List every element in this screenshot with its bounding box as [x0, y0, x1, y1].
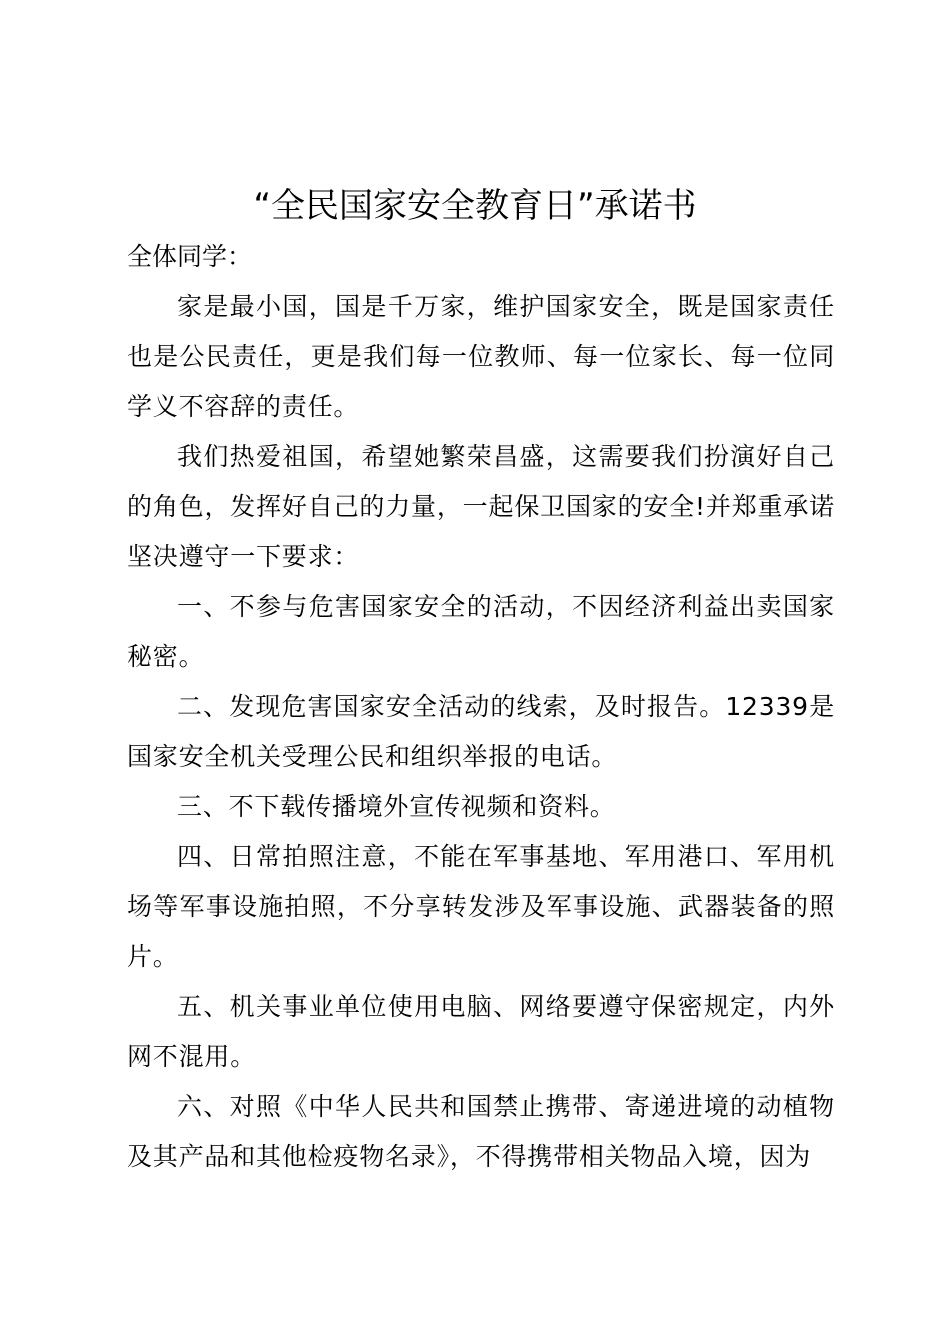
paragraph-intro: 家是最小国，国是千万家，维护国家安全，既是国家责任也是公民责任，更是我们每一位教师、每一位家长、每一位同学义不容辞的责任。 — [127, 292, 835, 421]
salutation: 全体同学： — [127, 242, 253, 271]
paragraph-pledge: 我们热爱祖国，希望她繁荣昌盛，这需要我们扮演好自己的角色，发挥好自己的力量，一起保卫国家的安全!并郑重承诺坚决遵守一下要求： — [127, 442, 835, 571]
document-body — [127, 232, 835, 1182]
paragraph-item-1: 一、不参与危害国家安全的活动，不因经济利益出卖国家秘密。 — [127, 592, 835, 671]
paragraph-item-2: 二、发现危害国家安全活动的线索，及时报告。12339是国家安全机关受理公民和组织举报的电话。 — [127, 692, 835, 771]
paragraph-item-6: 六、对照《中华人民共和国禁止携带、寄递进境的动植物及其产品和其他检疫物名录》，不得携带相关物品入境，因为 — [127, 1092, 835, 1171]
paragraph-item-3: 三、不下载传播境外宣传视频和资料。 — [177, 792, 616, 821]
paragraph-item-4: 四、日常拍照注意，不能在军事基地、军用港口、军用机场等军事设施拍照，不分享转发涉及军事设施、武器装备的照片。 — [127, 842, 835, 971]
paragraph-item-5: 五、机关事业单位使用电脑、网络要遵守保密规定，内外网不混用。 — [127, 992, 835, 1071]
document-title: “全民国家安全教育日”承诺书 — [253, 186, 697, 226]
